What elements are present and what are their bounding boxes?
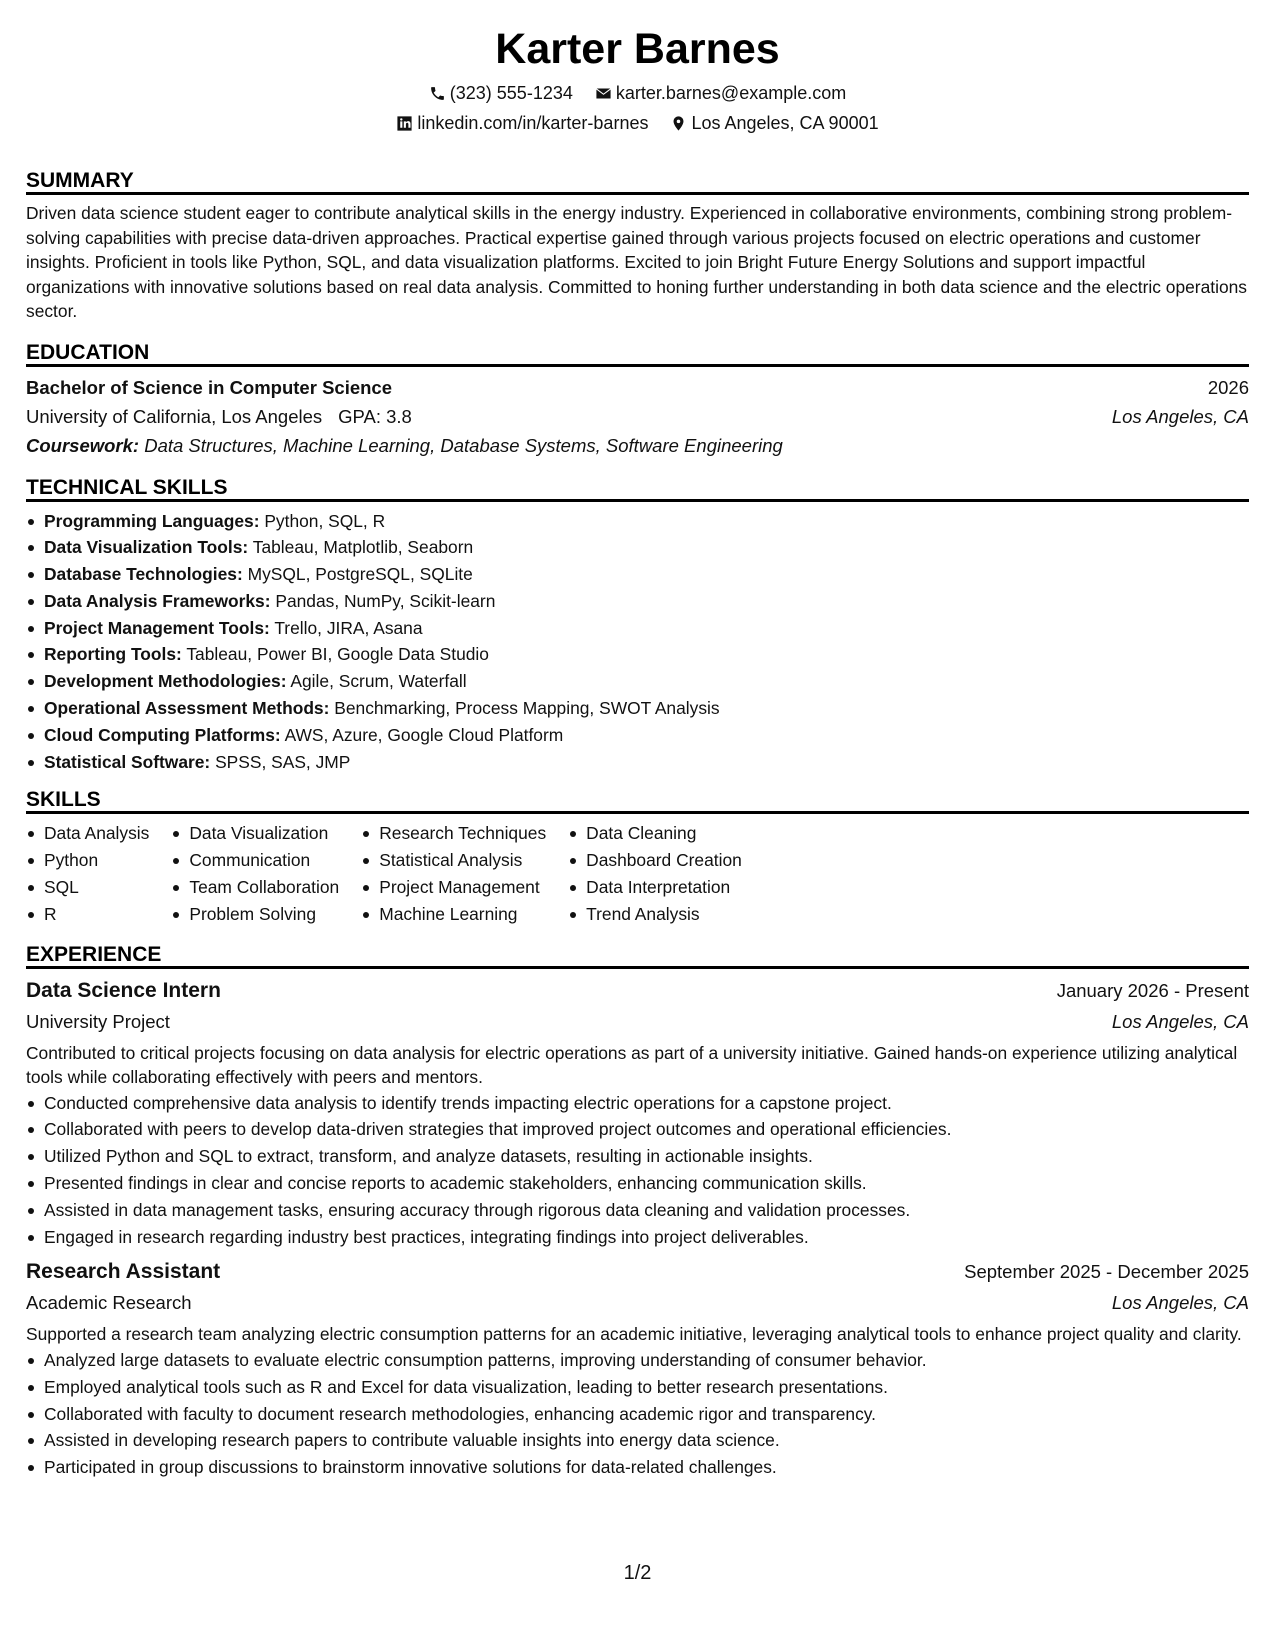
job-description: Contributed to critical projects focusing on data analysis for electric operations as part of a university initiative. Gained hands-on experience utilizing analytical tools while collaborating effectively with peers and mentors.	[26, 1042, 1238, 1088]
list-item: Machine Learning	[361, 901, 546, 928]
job-entry	[26, 1256, 1249, 1480]
job-description: Supported a research team analyzing electric consumption patterns for an academic initiative, leveraging analytical tools to enhance project quality and clarity.	[26, 1324, 1242, 1345]
job-title-row	[26, 975, 1249, 1006]
list-item: Python	[26, 847, 149, 874]
gpa: GPA: 3.8	[338, 405, 412, 427]
location-text: Los Angeles, CA 90001	[691, 113, 879, 133]
list-item: Utilized Python and SQL to extract, transform, and analyze datasets, resulting in actionable insights.	[26, 1143, 1249, 1170]
list-item: Communication	[171, 847, 339, 874]
section-title: SKILLS	[26, 785, 1249, 814]
job-location: Los Angeles, CA	[1111, 1010, 1249, 1032]
list-item: Assisted in developing research papers to contribute valuable insights into energy data science.	[26, 1427, 1249, 1454]
map-pin-icon	[670, 115, 687, 132]
skill-label: Statistical Software:	[44, 751, 211, 772]
list-item: Conducted comprehensive data analysis to identify trends impacting electric operations for a capstone project.	[26, 1090, 1249, 1117]
list-item	[26, 749, 1249, 776]
list-item	[26, 668, 1249, 695]
email-link[interactable]: karter.barnes@example.com	[615, 83, 847, 103]
skill-label: Operational Assessment Methods:	[44, 698, 330, 719]
list-item: SQL	[26, 874, 149, 901]
skills-column	[568, 820, 764, 927]
skill-value: Agile, Scrum, Waterfall	[290, 671, 467, 692]
linkedin-link[interactable]: linkedin.com/in/karter-barnes	[417, 113, 649, 133]
skill-label: Database Technologies:	[44, 564, 243, 585]
list-item: Data Interpretation	[568, 874, 742, 901]
skill-label: Project Management Tools:	[44, 617, 270, 638]
page-number: 1/2	[623, 1562, 652, 1584]
skills-grid	[26, 820, 1249, 927]
coursework	[26, 431, 1249, 461]
skill-value: Benchmarking, Process Mapping, SWOT Analysis	[334, 698, 720, 719]
job-title: Research Assistant	[26, 1260, 221, 1284]
skill-label: Data Analysis Frameworks:	[44, 590, 271, 611]
skill-label: Reporting Tools:	[44, 644, 182, 665]
school-location: Los Angeles, CA	[1111, 405, 1249, 427]
list-item: Trend Analysis	[568, 901, 742, 928]
skills-column	[26, 820, 171, 927]
graduation-year: 2026	[1207, 376, 1249, 398]
job-title: Data Science Intern	[26, 978, 221, 1002]
coursework-list: Data Structures, Machine Learning, Database Systems, Software Engineering	[144, 434, 783, 456]
education-degree-row	[26, 373, 1249, 402]
list-item: Statistical Analysis	[361, 847, 546, 874]
skills-section	[26, 785, 1249, 927]
job-bullets	[26, 1347, 1249, 1481]
section-title: SUMMARY	[26, 166, 1249, 195]
list-item: Data Cleaning	[568, 820, 742, 847]
list-item: Research Techniques	[361, 820, 546, 847]
job-org: University Project	[26, 1010, 170, 1032]
resume-body	[26, 166, 1249, 1489]
section-title: EDUCATION	[26, 338, 1249, 367]
skill-value: Tableau, Matplotlib, Seaborn	[252, 537, 474, 558]
candidate-name: Karter Barnes	[495, 25, 780, 73]
job-dates: September 2025 - December 2025	[964, 1261, 1249, 1283]
skill-value: MySQL, PostgreSQL, SQLite	[247, 564, 473, 585]
list-item: Presented findings in clear and concise reports to academic stakeholders, enhancing communication skills.	[26, 1170, 1249, 1197]
list-item: Project Management	[361, 874, 546, 901]
contact-linkedin[interactable]	[396, 108, 648, 138]
contact-row-2	[0, 108, 1275, 138]
list-item	[26, 534, 1249, 561]
job-location: Los Angeles, CA	[1111, 1292, 1249, 1314]
section-title: EXPERIENCE	[26, 940, 1249, 969]
skill-label: Data Visualization Tools:	[44, 537, 249, 558]
list-item: Dashboard Creation	[568, 847, 742, 874]
phone-text: (323) 555-1234	[449, 83, 573, 103]
list-item	[26, 695, 1249, 722]
technical-skills-list	[26, 508, 1249, 776]
job-entry	[26, 975, 1249, 1251]
contact-phone	[429, 78, 573, 108]
list-item: R	[26, 901, 149, 928]
list-item: Assisted in data management tasks, ensuring accuracy through rigorous data cleaning and validation processes.	[26, 1197, 1249, 1224]
job-org-row	[26, 1287, 1249, 1318]
list-item	[26, 722, 1249, 749]
job-org-row	[26, 1006, 1249, 1037]
envelope-icon	[595, 85, 612, 102]
summary-text: Driven data science student eager to contribute analytical skills in the energy industry. Experienced in collaborative environments, combining strong problem-solving capabilities with precise data-driven approaches. Practical expertise gained through various projects focused on electric operations and customer insights. Proficient in tools like Python, SQL, and data visualization platforms. Excited to join Bright Future Energy Solutions and support impactful organizations with innovative solutions based on real data analysis. Committed to honing further understanding in both data science and the electric operations sector.	[26, 203, 1247, 321]
job-title-row	[26, 1256, 1249, 1287]
list-item	[26, 641, 1249, 668]
phone-icon	[429, 85, 446, 102]
section-title: TECHNICAL SKILLS	[26, 473, 1249, 502]
skill-value: Tableau, Power BI, Google Data Studio	[186, 644, 489, 665]
list-item	[26, 615, 1249, 642]
skill-value: Trello, JIRA, Asana	[274, 617, 423, 638]
experience-section	[26, 940, 1249, 1481]
coursework-label: Coursework:	[26, 434, 140, 456]
list-item	[26, 508, 1249, 535]
skills-column	[171, 820, 361, 927]
list-item: Collaborated with peers to develop data-driven strategies that improved project outcomes and operational efficiencies.	[26, 1116, 1249, 1143]
technical-skills-section	[26, 473, 1249, 776]
list-item: Team Collaboration	[171, 874, 339, 901]
contact-row-1	[0, 78, 1275, 108]
skills-column	[361, 820, 568, 927]
job-bullets	[26, 1090, 1249, 1251]
list-item: Analyzed large datasets to evaluate electric consumption patterns, improving understanding of consumer behavior.	[26, 1347, 1249, 1374]
list-item: Employed analytical tools such as R and Excel for data visualization, leading to better research presentations.	[26, 1374, 1249, 1401]
skill-value: Python, SQL, R	[264, 510, 386, 531]
list-item	[26, 561, 1249, 588]
skill-value: AWS, Azure, Google Cloud Platform	[284, 724, 564, 745]
skill-label: Programming Languages:	[44, 510, 260, 531]
education-school-row	[26, 402, 1249, 431]
skill-label: Cloud Computing Platforms:	[44, 724, 281, 745]
list-item: Data Visualization	[171, 820, 339, 847]
education-section	[26, 338, 1249, 461]
job-org: Academic Research	[26, 1292, 192, 1314]
summary-section	[26, 166, 1249, 324]
list-item	[26, 588, 1249, 615]
list-item: Problem Solving	[171, 901, 339, 928]
contact-location	[670, 108, 878, 138]
contact-email[interactable]	[595, 78, 846, 108]
degree: Bachelor of Science in Computer Science	[26, 376, 392, 398]
skill-value: Pandas, NumPy, Scikit-learn	[275, 590, 496, 611]
school-name: University of California, Los Angeles	[26, 405, 323, 427]
skill-label: Development Methodologies:	[44, 671, 287, 692]
list-item: Data Analysis	[26, 820, 149, 847]
job-dates: January 2026 - Present	[1056, 979, 1249, 1001]
list-item: Participated in group discussions to brainstorm innovative solutions for data-related challenges.	[26, 1454, 1249, 1481]
list-item: Collaborated with faculty to document research methodologies, enhancing academic rigor and transparency.	[26, 1401, 1249, 1428]
list-item: Engaged in research regarding industry best practices, integrating findings into project deliverables.	[26, 1224, 1249, 1251]
resume-header	[0, 20, 1275, 138]
linkedin-icon	[396, 115, 413, 132]
skill-value: SPSS, SAS, JMP	[215, 751, 351, 772]
